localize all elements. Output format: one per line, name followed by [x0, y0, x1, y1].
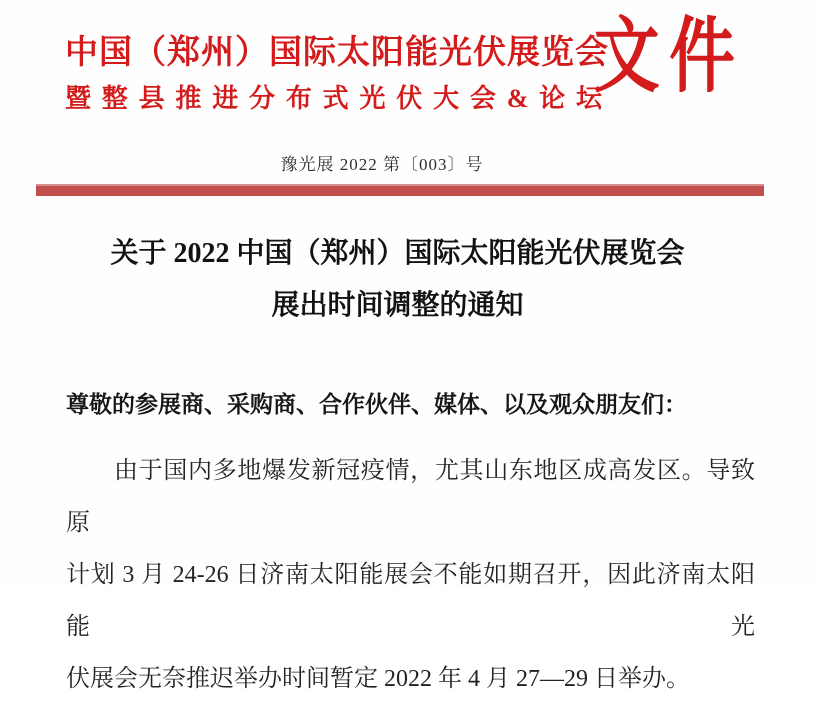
- letterhead-org-name-line1: 中国（郑州）国际太阳能光伏展览会: [65, 35, 609, 71]
- body-paragraph: [66, 445, 755, 705]
- letterhead-doc-type-label: 文件: [594, 11, 745, 102]
- body-paragraph-line: 由于国内多地爆发新冠疫情，尤其山东地区成高发区。导致原: [66, 458, 755, 536]
- letterhead-org-name-line2: 暨整县推进分布式光伏大会&论坛: [65, 84, 602, 113]
- doc-title-line1: 关于 2022 中国（郑州）国际太阳能光伏展览会: [110, 238, 685, 269]
- body-paragraph-line: 计划 3 月 24-26 日济南太阳能展会不能如期召开，因此济南太阳能光: [66, 562, 755, 640]
- red-divider-bar: [36, 184, 764, 196]
- doc-title: [0, 228, 795, 332]
- body-paragraph-line: 伏展会无奈推迟举办时间暂定 2022 年 4 月 27—29 日举办。: [66, 666, 690, 692]
- doc-title-line2: 展出时间调整的通知: [271, 290, 524, 321]
- doc-number: 豫光展 2022 第〔003〕号: [280, 155, 484, 174]
- salutation: 尊敬的参展商、采购商、合作伙伴、媒体、以及观众朋友们：: [66, 392, 687, 417]
